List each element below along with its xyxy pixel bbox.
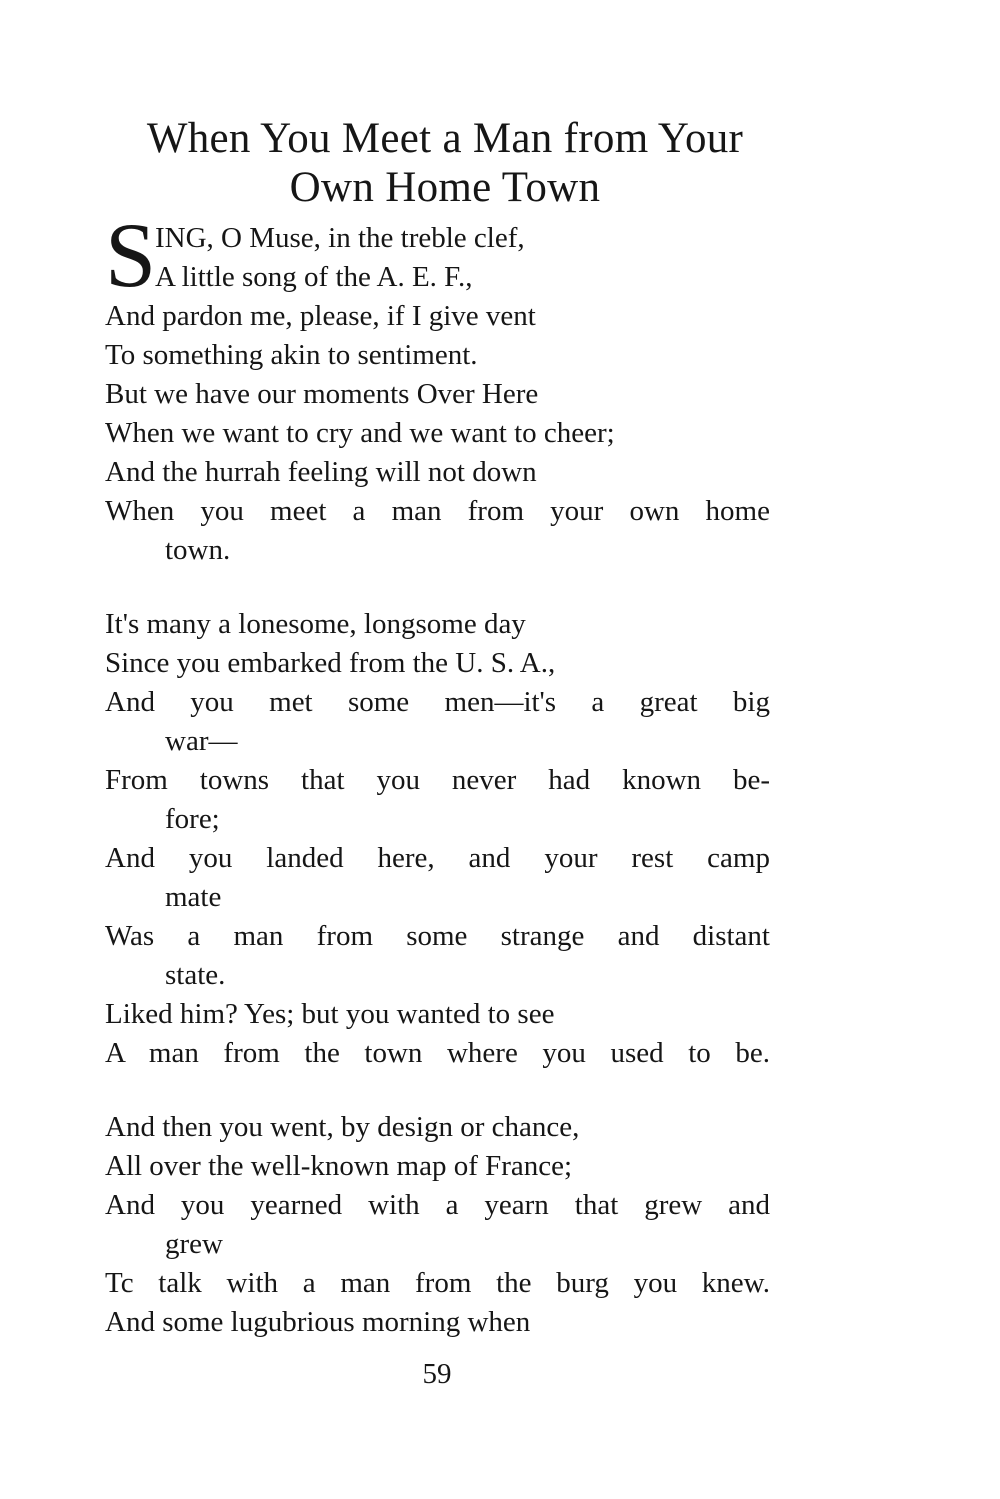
poem-line: When you meet a man from your own home bbox=[105, 495, 770, 527]
poem-line: And pardon me, please, if I give vent bbox=[105, 300, 536, 332]
poem-line: But we have our moments Over Here bbox=[105, 378, 539, 410]
poem-line: A man from the town where you used to be. bbox=[105, 1037, 770, 1069]
poem-line-continuation: grew bbox=[165, 1228, 223, 1260]
poem-line: Liked him? Yes; but you wanted to see bbox=[105, 998, 555, 1030]
poem-line: To something akin to sentiment. bbox=[105, 339, 478, 371]
poem-line: Was a man from some strange and distant bbox=[105, 920, 770, 952]
poem-line: All over the well-known map of France; bbox=[105, 1150, 573, 1182]
poem-line: And you met some men—it's a great big bbox=[105, 686, 770, 718]
poem-line: And you yearned with a yearn that grew and bbox=[105, 1189, 770, 1221]
poem-line-continuation: town. bbox=[165, 534, 231, 566]
stanza-1 bbox=[105, 219, 770, 570]
poem-line-continuation: war— bbox=[165, 725, 238, 757]
stanza-3 bbox=[105, 1108, 770, 1342]
poem-line: Tc talk with a man from the burg you knew. bbox=[105, 1267, 770, 1299]
page-number: 59 bbox=[422, 1358, 452, 1390]
poem-line: A little song of the A. E. F., bbox=[155, 261, 473, 293]
stanza-2 bbox=[105, 605, 770, 1073]
poem-line-continuation: mate bbox=[165, 881, 222, 913]
poem-title bbox=[105, 114, 785, 212]
poem-line-continuation: fore; bbox=[165, 803, 220, 835]
poem-line: ING, O Muse, in the treble clef, bbox=[155, 222, 525, 254]
poem-line-continuation: state. bbox=[165, 959, 226, 991]
poem-line: It's many a lonesome, longsome day bbox=[105, 608, 526, 640]
poem-line: From towns that you never had known be- bbox=[105, 764, 770, 796]
poem-body bbox=[105, 219, 770, 1377]
poem-line: And the hurrah feeling will not down bbox=[105, 456, 537, 488]
poem-line: And then you went, by design or chance, bbox=[105, 1111, 580, 1143]
drop-cap: S bbox=[105, 204, 157, 306]
title-line-1: When You Meet a Man from Your bbox=[146, 115, 744, 162]
title-line-2: Own Home Town bbox=[289, 164, 601, 211]
poem-line: When we want to cry and we want to cheer; bbox=[105, 417, 615, 449]
poem-line: Since you embarked from the U. S. A., bbox=[105, 647, 556, 679]
poem-line: And you landed here, and your rest camp bbox=[105, 842, 770, 874]
poem-line: And some lugubrious morning when bbox=[105, 1306, 531, 1338]
